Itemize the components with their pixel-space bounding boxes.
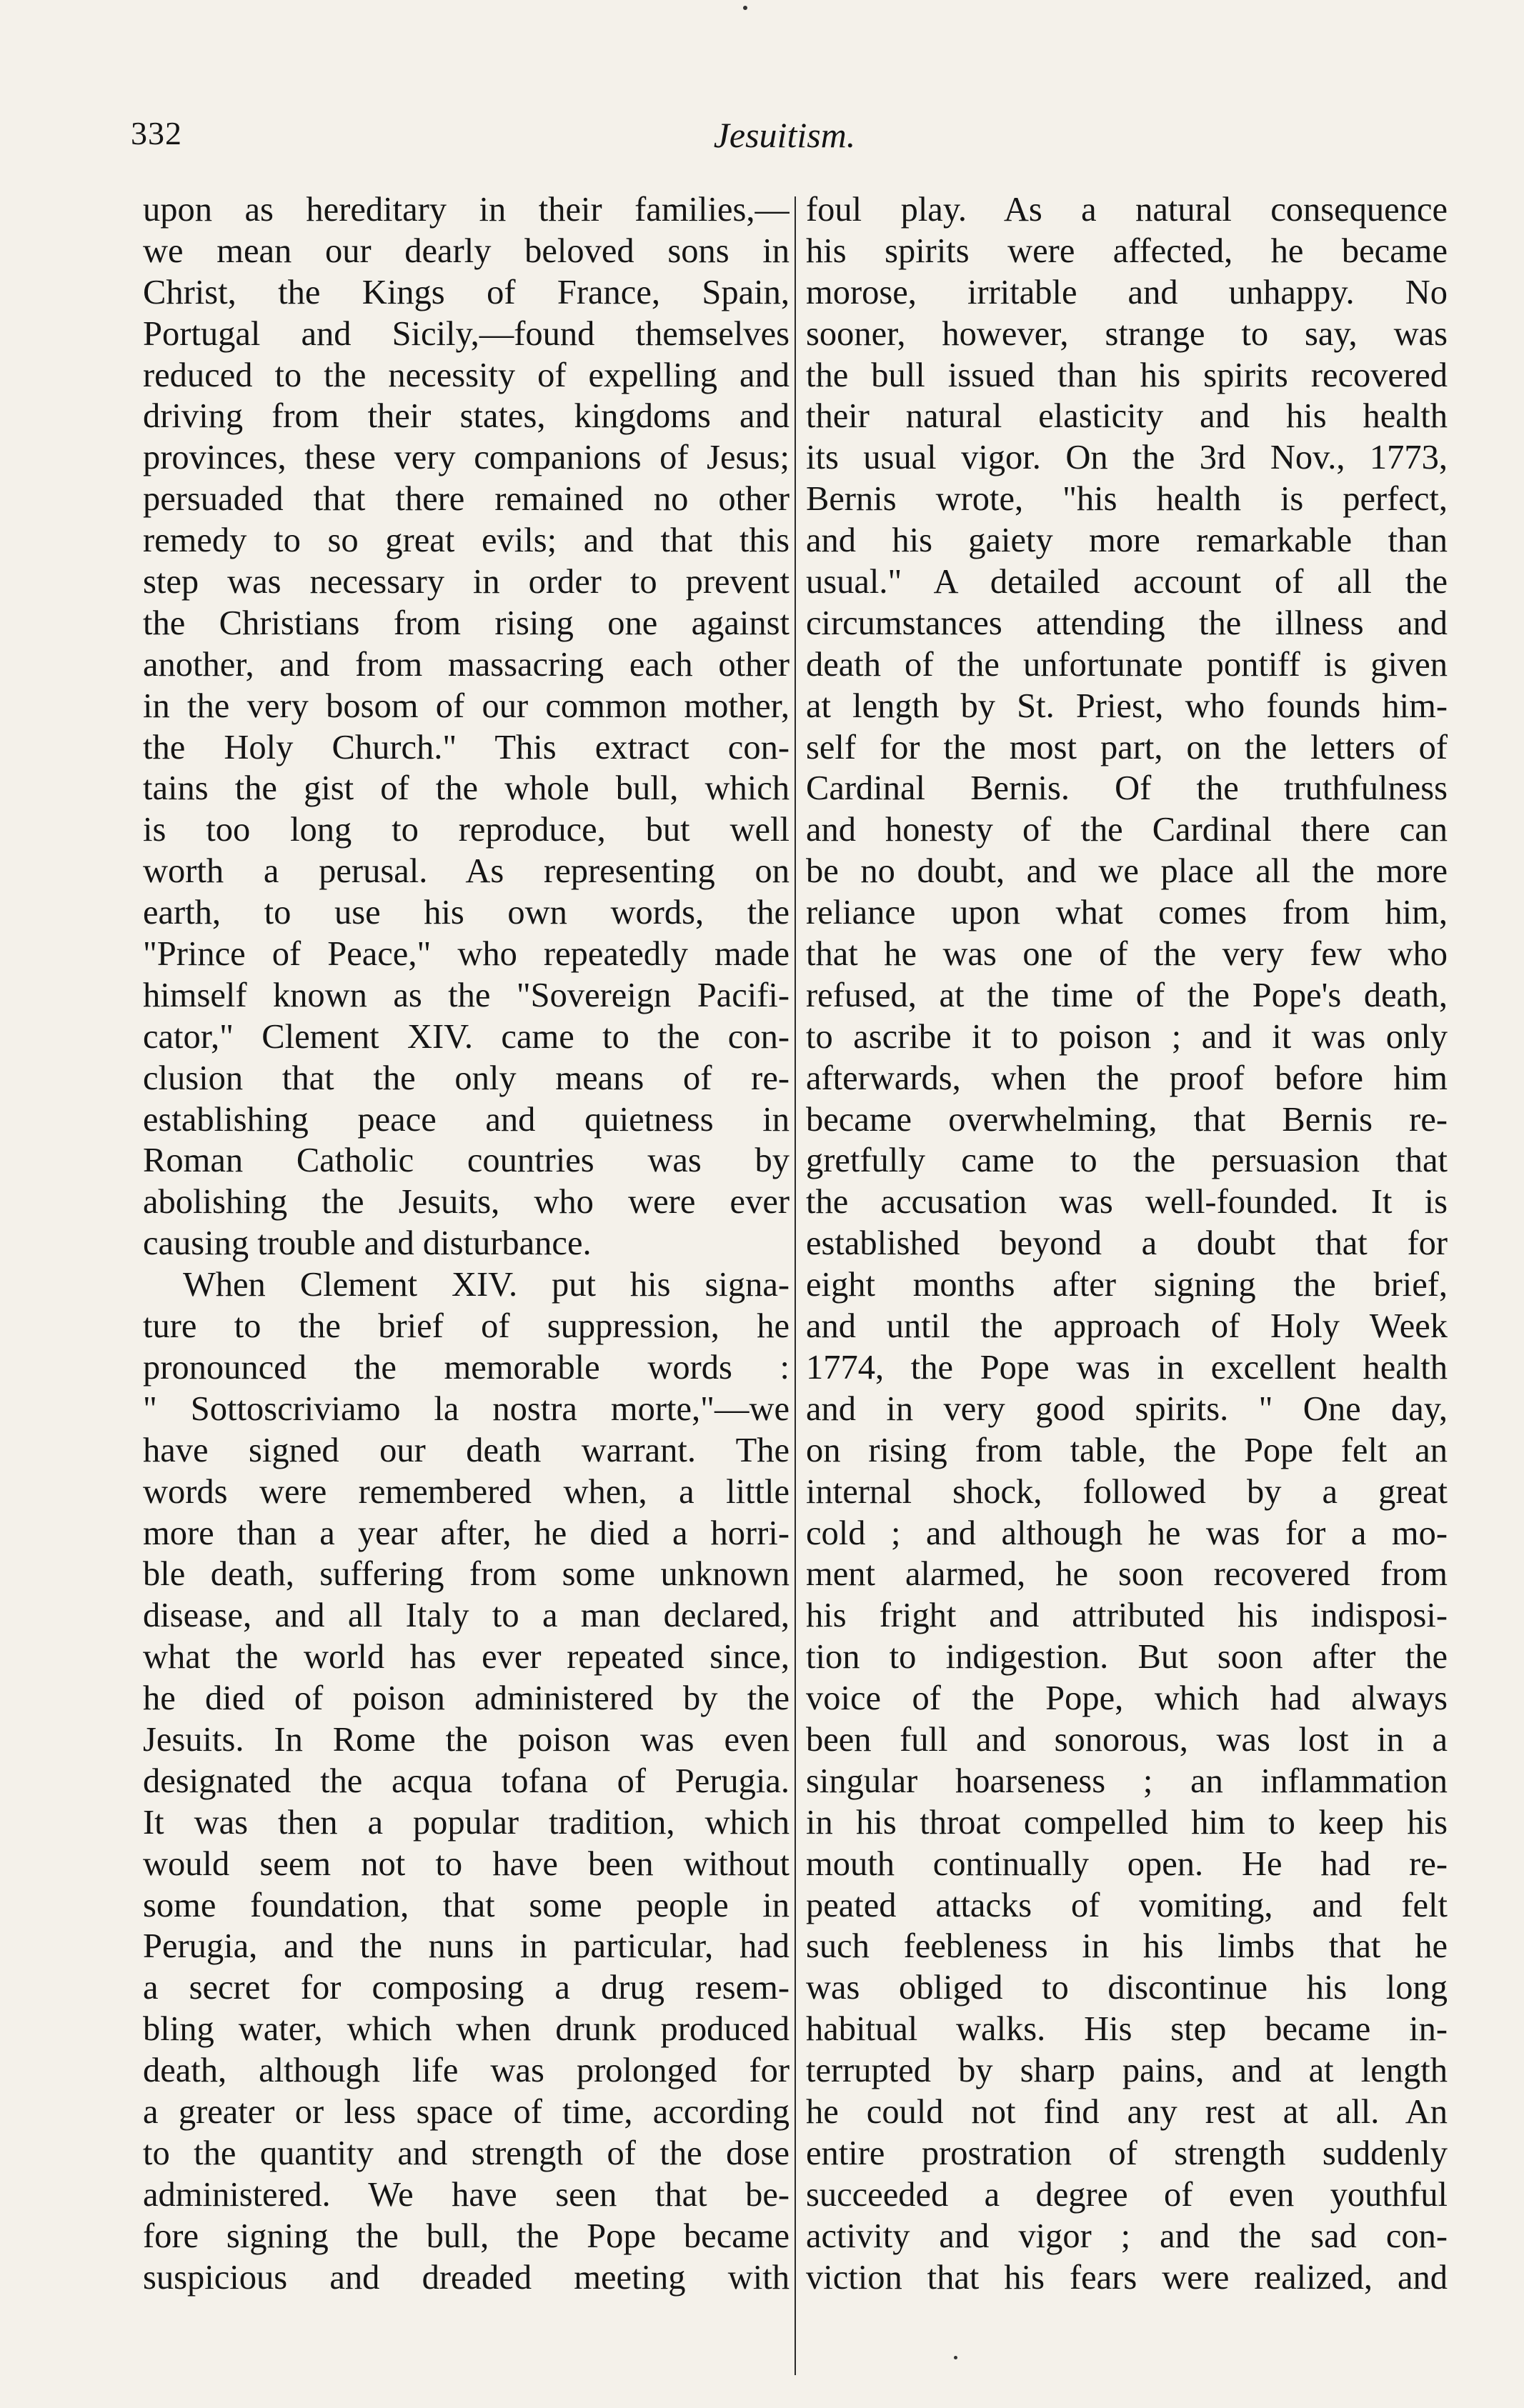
text-line: viction that his fears were realized, and (806, 2258, 1448, 2297)
text-line: the bull issued than his spirits recovered (806, 356, 1448, 394)
text-line: singular hoarseness ; an inflammation (806, 1762, 1448, 1800)
text-line: Christ, the Kings of France, Spain, (143, 273, 790, 311)
text-line: afterwards, when the proof before him (806, 1059, 1448, 1097)
text-line: reduced to the necessity of expelling and (143, 356, 790, 394)
text-line: mouth continually open. He had re- (806, 1844, 1448, 1883)
text-line: gretfully came to the persuasion that (806, 1141, 1448, 1180)
text-line: usual." A detailed account of all the (806, 563, 1448, 601)
text-line: and in very good spirits. " One day, (806, 1389, 1448, 1428)
text-line: Roman Catholic countries was by (143, 1141, 790, 1180)
text-line: ment alarmed, he soon recovered from (806, 1555, 1448, 1594)
text-line: in the very bosom of our common mother, (143, 686, 790, 725)
text-line: Portugal and Sicily,—found themselves (143, 314, 790, 353)
text-line: 1774, the Pope was in excellent health (806, 1348, 1448, 1387)
text-line: was obliged to discontinue his long (806, 1969, 1448, 2007)
text-line: a secret for composing a drug resem- (143, 1969, 790, 2007)
text-line: " Sottoscriviamo la nostra morte,"—we (143, 1389, 790, 1428)
text-line: is too long to reproduce, but well (143, 811, 790, 849)
page-number: 332 (131, 115, 182, 151)
page-speck (954, 2356, 957, 2359)
text-line: established beyond a doubt that for (806, 1224, 1448, 1263)
text-line: remedy to so great evils; and that this (143, 521, 790, 560)
text-line: been full and sonorous, was lost in a (806, 1720, 1448, 1759)
text-line: sooner, however, strange to say, was (806, 314, 1448, 353)
text-line: that he was one of the very few who (806, 935, 1448, 974)
text-line: the Holy Church." This extract con- (143, 728, 790, 766)
text-line: and his gaiety more remarkable than (806, 521, 1448, 560)
text-line: tion to indigestion. But soon after the (806, 1638, 1448, 1677)
text-line: eight months after signing the brief, (806, 1266, 1448, 1304)
text-line: and until the approach of Holy Week (806, 1307, 1448, 1346)
text-line: abolishing the Jesuits, who were ever (143, 1183, 790, 1222)
text-line: be no doubt, and we place all the more (806, 852, 1448, 891)
text-line: terrupted by sharp pains, and at length (806, 2052, 1448, 2090)
text-line: clusion that the only means of re- (143, 1059, 790, 1097)
running-title: Jesuitism. (713, 115, 856, 155)
text-line: foul play. As a natural consequence (806, 191, 1448, 229)
text-line: persuaded that there remained no other (143, 480, 790, 519)
text-line: voice of the Pope, which had always (806, 1679, 1448, 1718)
text-line: more than a year after, he died a horri- (143, 1514, 790, 1552)
text-line: When Clement XIV. put his signa- (183, 1266, 790, 1304)
text-line: cold ; and although he was for a mo- (806, 1514, 1448, 1552)
text-line: to the quantity and strength of the dose (143, 2134, 790, 2172)
left-column (143, 189, 790, 2298)
text-line: death of the unfortunate pontiff is given (806, 645, 1448, 684)
text-line: provinces, these very companions of Jesus; (143, 439, 790, 477)
text-line: what the world has ever repeated since, (143, 1638, 790, 1677)
text-line: ture to the brief of suppression, he (143, 1307, 790, 1346)
text-line: death, although life was prolonged for (143, 2052, 790, 2090)
text-line: himself known as the "Sovereign Pacifi- (143, 976, 790, 1014)
text-line: upon as hereditary in their families,— (143, 191, 790, 229)
column-divider (795, 196, 796, 2375)
text-line: Jesuits. In Rome the poison was even (143, 1720, 790, 1759)
text-line: have signed our death warrant. The (143, 1431, 790, 1469)
text-line: causing trouble and disturbance. (143, 1224, 592, 1263)
text-line: earth, to use his own words, the (143, 894, 790, 932)
text-line: at length by St. Priest, who founds him- (806, 686, 1448, 725)
text-line: on rising from table, the Pope felt an (806, 1431, 1448, 1469)
text-line: "Prince of Peace," who repeatedly made (143, 935, 790, 974)
text-line: driving from their states, kingdoms and (143, 397, 790, 436)
text-line: became overwhelming, that Bernis re- (806, 1100, 1448, 1139)
text-line: succeeded a degree of even youthful (806, 2175, 1448, 2214)
text-line: bling water, which when drunk produced (143, 2010, 790, 2049)
text-line: establishing peace and quietness in (143, 1100, 790, 1139)
text-line: would seem not to have been without (143, 1844, 790, 1883)
text-line: Cardinal Bernis. Of the truthfulness (806, 769, 1448, 808)
text-line: morose, irritable and unhappy. No (806, 273, 1448, 311)
text-line: and honesty of the Cardinal there can (806, 811, 1448, 849)
text-line: self for the most part, on the letters of (806, 728, 1448, 766)
text-line: some foundation, that some people in (143, 1886, 790, 1924)
page-speck (743, 6, 747, 10)
text-line: suspicious and dreaded meeting with (143, 2258, 790, 2297)
text-line: Perugia, and the nuns in particular, had (143, 1927, 790, 1966)
text-line: he could not find any rest at all. An (806, 2092, 1448, 2131)
text-line: pronounced the memorable words : (143, 1348, 790, 1387)
text-line: such feebleness in his limbs that he (806, 1927, 1448, 1966)
text-line: tains the gist of the whole bull, which (143, 769, 790, 808)
text-line: Bernis wrote, "his health is perfect, (806, 480, 1448, 519)
text-line: internal shock, followed by a great (806, 1472, 1448, 1511)
text-line: reliance upon what comes from him, (806, 894, 1448, 932)
text-line: a greater or less space of time, according (143, 2092, 790, 2131)
text-line: the accusation was well-founded. It is (806, 1183, 1448, 1222)
text-line: words were remembered when, a little (143, 1472, 790, 1511)
text-line: another, and from massacring each other (143, 645, 790, 684)
text-line: his fright and attributed his indisposi- (806, 1597, 1448, 1635)
text-line: entire prostration of strength suddenly (806, 2134, 1448, 2172)
right-column (806, 189, 1448, 2298)
text-line: It was then a popular tradition, which (143, 1803, 790, 1842)
text-line: peated attacks of vomiting, and felt (806, 1886, 1448, 1924)
text-line: ble death, suffering from some unknown (143, 1555, 790, 1594)
text-line: habitual walks. His step became in- (806, 2010, 1448, 2049)
text-line: to ascribe it to poison ; and it was only (806, 1017, 1448, 1056)
text-line: step was necessary in order to prevent (143, 563, 790, 601)
text-line: their natural elasticity and his health (806, 397, 1448, 436)
text-line: administered. We have seen that be- (143, 2175, 790, 2214)
text-line: circumstances attending the illness and (806, 604, 1448, 642)
text-line: disease, and all Italy to a man declared, (143, 1597, 790, 1635)
text-line: its usual vigor. On the 3rd Nov., 1773, (806, 439, 1448, 477)
text-line: his spirits were affected, he became (806, 231, 1448, 270)
text-line: he died of poison administered by the (143, 1679, 790, 1718)
text-line: the Christians from rising one against (143, 604, 790, 642)
text-line: worth a perusal. As representing on (143, 852, 790, 891)
text-line: designated the acqua tofana of Perugia. (143, 1762, 790, 1800)
text-line: cator," Clement XIV. came to the con- (143, 1017, 790, 1056)
text-line: fore signing the bull, the Pope became (143, 2217, 790, 2255)
page-header (131, 114, 1438, 171)
text-line: we mean our dearly beloved sons in (143, 231, 790, 270)
text-line: refused, at the time of the Pope's death, (806, 976, 1448, 1014)
text-line: in his throat compelled him to keep his (806, 1803, 1448, 1842)
text-line: activity and vigor ; and the sad con- (806, 2217, 1448, 2255)
